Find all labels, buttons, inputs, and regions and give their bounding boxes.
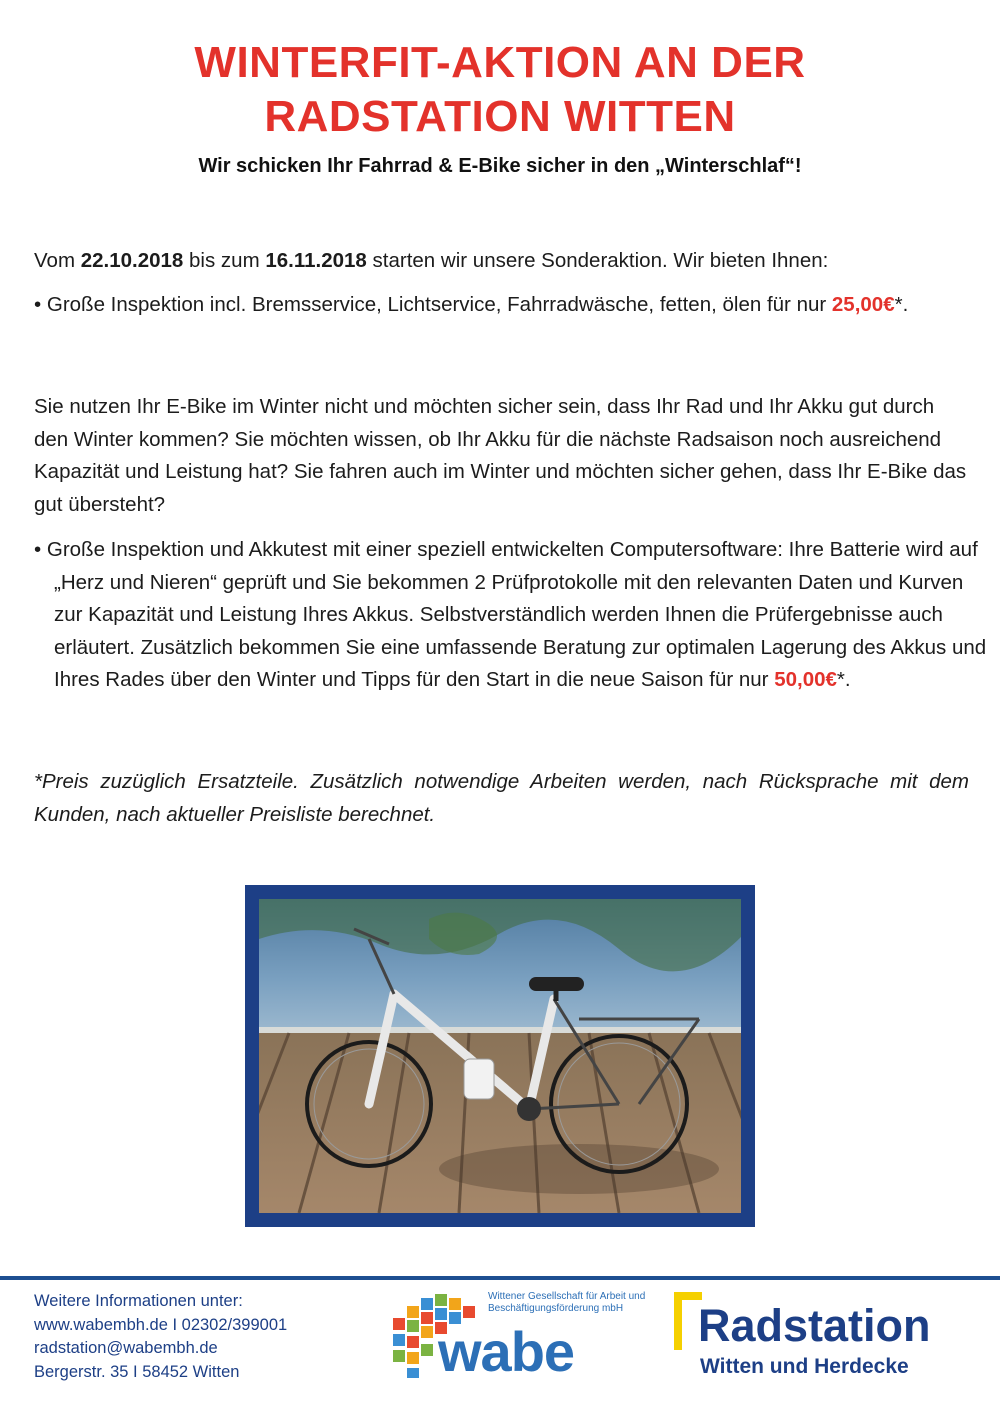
intro-paragraph: Vom 22.10.2018 bis zum 16.11.2018 starten wir unsere Sonderaktion. Wir bieten Ihnen: [34, 249, 829, 272]
footer-divider [0, 1276, 1000, 1280]
radstation-wordmark: Radstation [698, 1300, 931, 1351]
ebike-paragraph: Sie nutzen Ihr E-Bike im Winter nicht und möchten sicher sein, dass Ihr Rad und Ihr Akku gut durch den Winter kommen? Sie möchten wissen, ob Ihr Akku für die nächste Radsaison noch ausreichend Kapazität und Leistung hat? Sie fahren auch im Winter und möchten sicher gehen, dass Ihr E-Bike das gut übersteht? [34, 395, 967, 516]
contact-address: Bergerstr. 35 I 58452 Witten [34, 1362, 240, 1381]
page-subtitle: Wir schicken Ihr Fahrrad & E-Bike sicher in den „Winterschlaf“! [198, 155, 802, 177]
date-end: 16.11.2018 [265, 249, 367, 272]
price-footnote: *Preis zuzüglich Ersatzteile. Zusätzlich notwendige Arbeiten werden, nach Rücksprache mit dem Kunden, nach aktueller Preisliste berechnet. [34, 770, 969, 826]
offer-2: • Große Inspektion und Akkutest mit einer speziell entwickelten Computersoftware: Ihre Batterie wird auf „Herz und Nieren“ geprüft und Sie bekommen 2 Prüfprotokolle mit den relevanten Daten und Kurven zur Kapazität und Leistung Ihres Akkus. Selbstverständlich werden Ihnen die Prüfergebnisse auch erläutert. Zusätzlich bekommen Sie eine umfassende Beratung zur optimalen Lagerung des Akkus und Ihres Rades über den Winter und Tipps für den Start in die neue Saison für nur 50,00€*. [34, 538, 987, 691]
offer-1-text: • Große Inspektion incl. Bremsservice, Lichtservice, Fahrradwäsche, fetten, ölen für nur [34, 293, 832, 316]
wabe-tagline: Wittener Gesellschaft für Arbeit und Beschäftigungsförderung mbH [488, 1291, 646, 1314]
contact-web-phone[interactable]: www.wabembh.de I 02302/399001 [34, 1315, 288, 1334]
wabe-wordmark: wabe [438, 1320, 575, 1383]
page-title [0, 36, 1000, 144]
offer-2-price: 50,00€ [774, 668, 837, 691]
offer-1-price: 25,00€ [831, 293, 895, 316]
title-line-1: WINTERFIT-AKTION AN DER [194, 38, 806, 87]
contact-heading: Weitere Informationen unter: [34, 1292, 243, 1310]
offer-2-text: • Große Inspektion und Akkutest mit einer speziell entwickelten Computersoftware: Ihre Batterie wird auf „Herz und Nieren“ geprüft und Sie bekommen 2 Prüfprotokolle mit den relevanten Daten und Kurven zur Kapazität und Leistung Ihres Akkus. Selbstverständlich werden Ihnen die Prüfergebnisse auch erläutert. Zusätzlich bekommen Sie eine umfassende Beratung zur optimalen Lagerung des Akkus und Ihres Rades über den Winter und Tipps für den Start in die neue Saison für nur [34, 538, 987, 691]
bike-photo-frame [245, 885, 755, 1227]
title-line-2: RADSTATION WITTEN [264, 92, 736, 141]
radstation-subtitle: Witten und Herdecke [700, 1355, 909, 1378]
contact-email[interactable]: radstation@wabembh.de [34, 1339, 218, 1357]
bike-photo [259, 899, 741, 1213]
offer-1: • Große Inspektion incl. Bremsservice, Lichtservice, Fahrradwäsche, fetten, ölen für nur 25,00€*. [34, 293, 909, 316]
contact-info [34, 1290, 287, 1384]
date-start: 22.10.2018 [80, 249, 184, 272]
